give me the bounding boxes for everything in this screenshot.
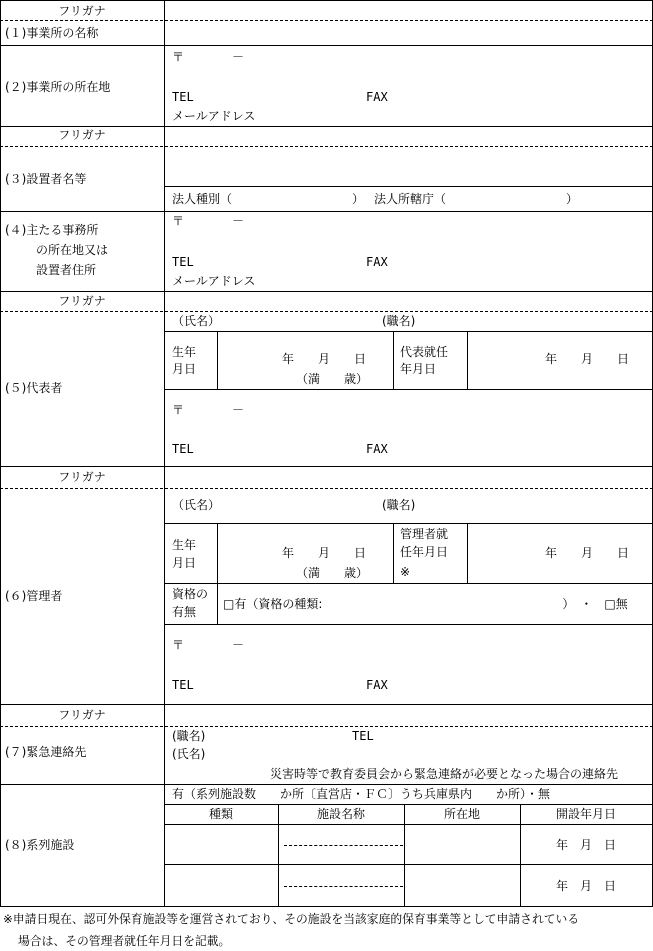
appointment-date-field[interactable]: 年 月 日 bbox=[545, 546, 630, 560]
furigana-divider bbox=[0, 20, 653, 21]
birth-label: 生年 bbox=[172, 345, 197, 359]
qualification-label: 有無 bbox=[172, 605, 197, 619]
age-field[interactable]: （満 歳） bbox=[296, 372, 369, 386]
cell-divider bbox=[467, 331, 468, 389]
main-office-label: 設置者住所 bbox=[36, 263, 97, 277]
email-label: メールアドレス bbox=[172, 109, 256, 123]
facility-name-divider bbox=[284, 886, 403, 887]
furigana-divider bbox=[0, 146, 653, 147]
corp-office-field[interactable]: 法人所轄庁（ ） bbox=[374, 192, 579, 206]
furigana-field-representative[interactable] bbox=[166, 293, 651, 310]
manager-label: (６)管理者 bbox=[5, 589, 63, 603]
footnote: ※申請日現在、認可外保育施設等を運営されており、その施設を当該家庭的保育事業等として申請されている bbox=[3, 912, 580, 926]
tel-label: TEL bbox=[172, 255, 194, 269]
row-divider bbox=[0, 466, 653, 467]
row-divider bbox=[164, 523, 653, 524]
affiliated-facilities-summary[interactable]: 有（系列施設数 か所〔直営店・ＦＣ〕うち兵庫県内 か所）・無 bbox=[172, 787, 551, 801]
type-field[interactable] bbox=[166, 826, 277, 863]
emergency-contact-note: 災害時等で教育委員会から緊急連絡が必要となった場合の連絡先 bbox=[270, 767, 619, 781]
row-divider bbox=[0, 291, 653, 292]
email-label: メールアドレス bbox=[172, 274, 256, 288]
furigana-label: フリガナ bbox=[58, 708, 106, 722]
column-header-facility-name: 施設名称 bbox=[316, 807, 365, 821]
cell-divider bbox=[217, 523, 218, 624]
cell-divider bbox=[393, 331, 394, 389]
emergency-contact-label: (７)緊急連絡先 bbox=[5, 745, 87, 759]
row-divider bbox=[164, 389, 653, 390]
row-divider bbox=[164, 583, 653, 584]
column-header-opening-date: 開設年月日 bbox=[555, 807, 616, 821]
furigana-label: フリガナ bbox=[58, 470, 106, 484]
appointment-label: 管理者就 bbox=[400, 527, 449, 541]
furigana-field-emergency[interactable] bbox=[166, 706, 651, 725]
fax-label: FAX bbox=[366, 678, 388, 692]
furigana-divider bbox=[0, 726, 653, 727]
founder-name-label: (３)設置者名等 bbox=[5, 172, 87, 186]
location-field[interactable] bbox=[406, 826, 519, 863]
furigana-field-manager[interactable] bbox=[166, 468, 651, 487]
row-divider bbox=[164, 864, 653, 865]
tel-label: TEL bbox=[172, 678, 194, 692]
furigana-divider bbox=[0, 311, 653, 312]
cell-divider bbox=[467, 523, 468, 583]
furigana-label: フリガナ bbox=[58, 294, 106, 308]
fax-label: FAX bbox=[366, 255, 388, 269]
column-header-location: 所在地 bbox=[443, 807, 480, 821]
border-bottom bbox=[0, 906, 653, 907]
appointment-label: 任年月日 bbox=[400, 545, 449, 559]
row-divider bbox=[164, 624, 653, 625]
name-label: （氏名） bbox=[172, 314, 221, 328]
name-label: (氏名) bbox=[172, 747, 206, 761]
row-divider bbox=[164, 824, 653, 825]
location-field[interactable] bbox=[406, 866, 519, 905]
appointment-label: 年月日 bbox=[400, 362, 437, 376]
column-header-type: 種類 bbox=[208, 807, 233, 821]
label-column-divider bbox=[164, 0, 165, 907]
main-office-label: (４)主たる事務所 bbox=[5, 223, 99, 237]
corp-type-field[interactable]: 法人種別（ ） bbox=[172, 192, 365, 206]
name-label: （氏名） bbox=[172, 498, 221, 512]
furigana-label: フリガナ bbox=[58, 128, 106, 142]
row-divider bbox=[0, 45, 653, 46]
row-divider bbox=[0, 704, 653, 705]
age-field[interactable]: （満 歳） bbox=[296, 566, 369, 580]
birth-label: 月日 bbox=[172, 556, 197, 570]
appointment-date-field[interactable]: 年 月 日 bbox=[545, 352, 630, 366]
opening-date-field[interactable]: 年 月 日 bbox=[555, 879, 616, 893]
tel-label: TEL bbox=[172, 442, 194, 456]
facility-name-label: (１)事業所の名称 bbox=[5, 26, 99, 40]
qualification-field[interactable]: □有（資格の種類: ） ・ □無 bbox=[223, 597, 628, 611]
furigana-field-founder[interactable] bbox=[166, 128, 651, 145]
main-office-label: の所在地又は bbox=[36, 243, 109, 257]
qualification-label: 資格の bbox=[172, 587, 209, 601]
birth-label: 生年 bbox=[172, 538, 197, 552]
cell-divider bbox=[393, 523, 394, 583]
postal-code[interactable]: 〒 － bbox=[172, 638, 245, 652]
title-label: (職名) bbox=[382, 498, 416, 512]
founder-name-field[interactable] bbox=[166, 148, 651, 185]
cell-divider bbox=[217, 331, 218, 389]
birth-date-field[interactable]: 年 月 日 bbox=[282, 546, 367, 560]
birth-label: 月日 bbox=[172, 362, 197, 376]
footnote: 場合は、その管理者就任年月日を記載。 bbox=[18, 934, 231, 948]
tel-label: TEL bbox=[172, 90, 194, 104]
fax-label: FAX bbox=[366, 90, 388, 104]
affiliated-facilities-label: (８)系列施設 bbox=[5, 838, 75, 852]
appointment-label: 代表就任 bbox=[400, 345, 449, 359]
row-divider bbox=[164, 331, 653, 332]
appointment-note-mark: ※ bbox=[400, 565, 411, 579]
type-field[interactable] bbox=[166, 866, 277, 905]
postal-code[interactable]: 〒 － bbox=[172, 50, 245, 64]
facility-name-field[interactable] bbox=[166, 22, 651, 44]
facility-name-divider bbox=[284, 845, 403, 846]
tel-label: TEL bbox=[352, 729, 374, 743]
facility-address-label: (２)事業所の所在地 bbox=[5, 80, 111, 94]
border-top bbox=[0, 0, 653, 1]
row-divider bbox=[0, 784, 653, 785]
row-divider bbox=[164, 804, 653, 805]
title-label: (職名) bbox=[382, 314, 416, 328]
representative-label: (５)代表者 bbox=[5, 381, 63, 395]
opening-date-field[interactable]: 年 月 日 bbox=[555, 838, 616, 852]
postal-code[interactable]: 〒 － bbox=[172, 403, 245, 417]
fax-label: FAX bbox=[366, 442, 388, 456]
row-divider bbox=[164, 186, 653, 187]
furigana-field-facility[interactable] bbox=[166, 2, 651, 19]
postal-code[interactable]: 〒 － bbox=[172, 214, 245, 228]
birth-date-field[interactable]: 年 月 日 bbox=[282, 352, 367, 366]
title-label: (職名) bbox=[172, 729, 206, 743]
furigana-divider bbox=[0, 488, 653, 489]
furigana-label: フリガナ bbox=[58, 4, 106, 18]
row-divider bbox=[0, 211, 653, 212]
row-divider bbox=[0, 126, 653, 127]
